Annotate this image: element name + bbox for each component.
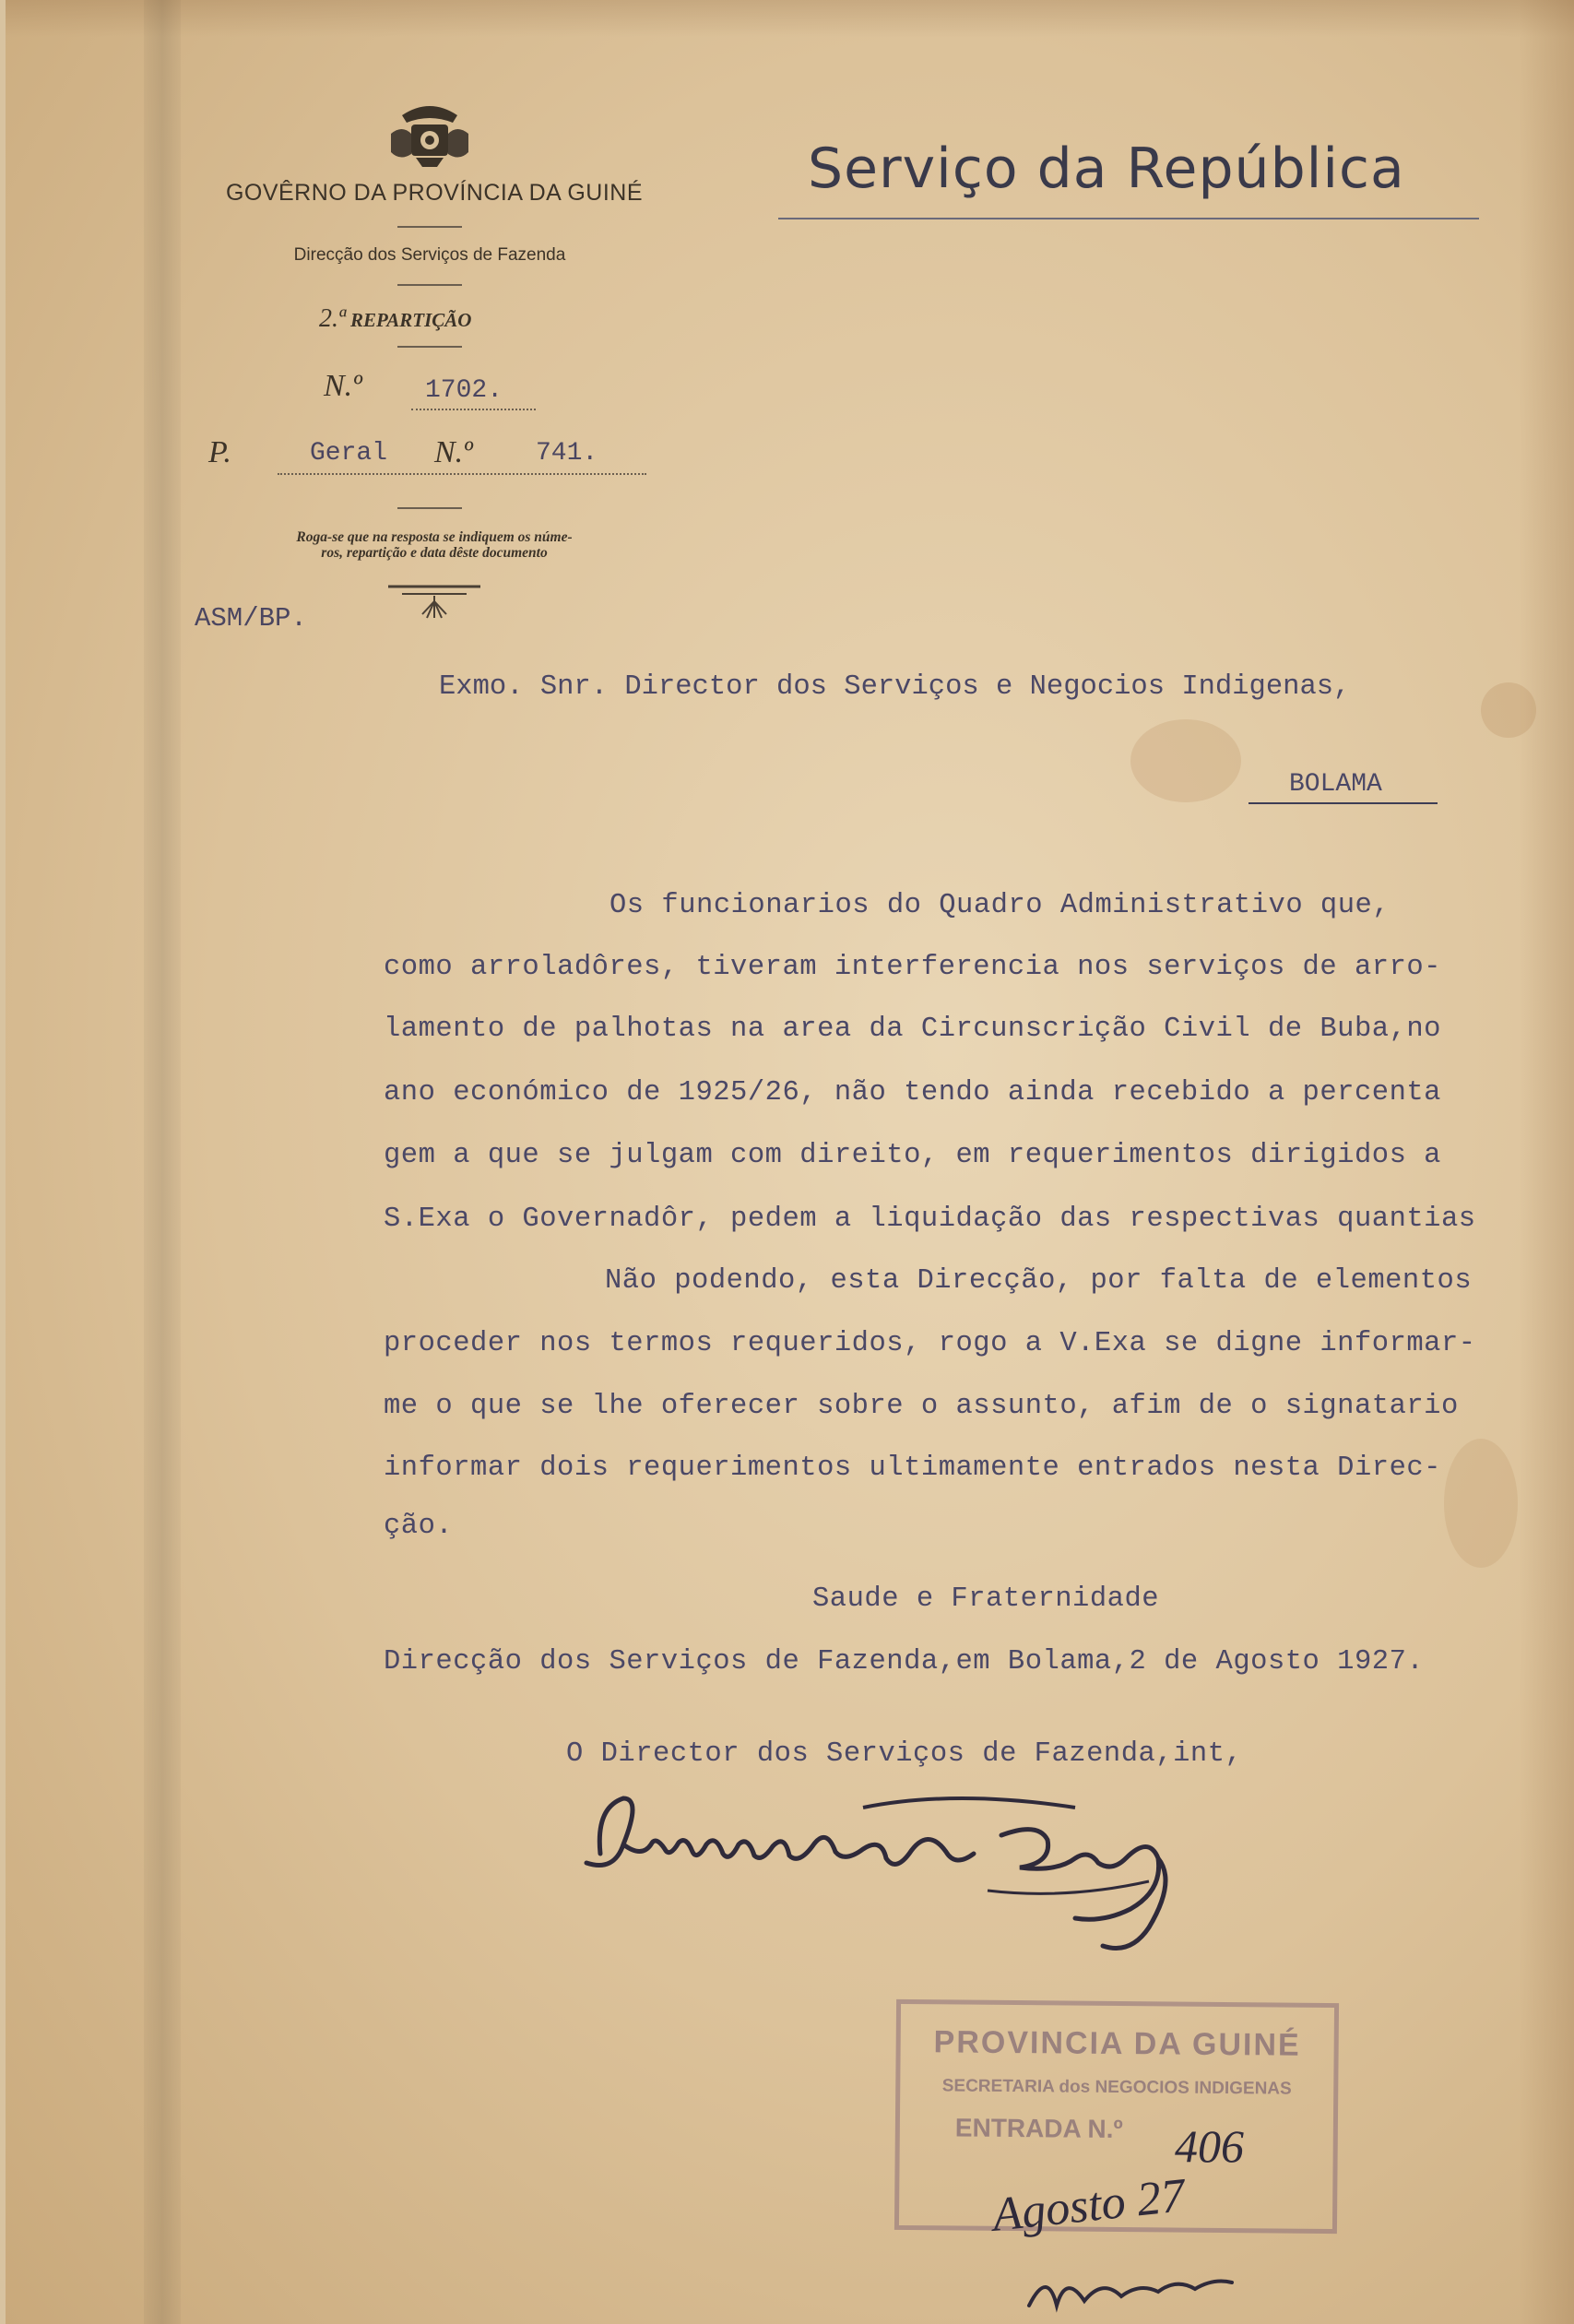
section-ordinal: 2.ª bbox=[319, 304, 346, 333]
body-line: ano económico de 1925/26, não tendo ainda recebido a percenta bbox=[384, 1077, 1441, 1109]
body-line: informar dois requerimentos ultimamente entrados nesta Direc- bbox=[384, 1452, 1441, 1484]
stamp-entry-label: ENTRADA N.º bbox=[954, 2113, 1123, 2144]
title-underline bbox=[778, 218, 1479, 219]
body-line: Não podendo, esta Direcção, por falta de elementos bbox=[605, 1265, 1473, 1297]
body-line: lamento de palhotas na area da Circunscrição Civil de Buba,no bbox=[384, 1014, 1441, 1045]
salutation: Saude e Fraternidade bbox=[812, 1583, 1160, 1615]
place-underline bbox=[1249, 802, 1438, 804]
body-line: gem a que se julgam com direito, em requerimentos dirigidos a bbox=[384, 1140, 1441, 1171]
coat-of-arms-icon bbox=[384, 97, 476, 171]
place-and-date: Direcção dos Serviços de Fazenda,em Bolama,2 de Agosto 1927. bbox=[384, 1646, 1425, 1678]
stamp-date: Agosto 27 bbox=[989, 2169, 1188, 2242]
signatory-title: O Director dos Serviços de Fazenda,int, bbox=[566, 1738, 1243, 1770]
dotted-rule bbox=[278, 473, 646, 475]
addressee-line: Exmo. Snr. Director dos Serviços e Negocios Indigenas, bbox=[439, 671, 1351, 703]
general-prefix: P. bbox=[208, 435, 231, 469]
stamp-initials bbox=[1020, 2250, 1296, 2324]
stamp-entry-number: 406 bbox=[1175, 2120, 1244, 2172]
reply-note-line: ros, repartição e data dêste documento bbox=[321, 545, 548, 561]
general-word: Geral bbox=[310, 439, 388, 468]
stain bbox=[1481, 682, 1536, 738]
section-label: REPARTIÇÃO bbox=[349, 309, 472, 331]
body-line: proceder nos termos requeridos, rogo a V.Exa se digne informar- bbox=[384, 1328, 1476, 1359]
body-line: me o que se lhe oferecer sobre o assunto, afim de o signatario bbox=[384, 1391, 1459, 1422]
general-number-value: 741. bbox=[536, 439, 598, 468]
body-line: como arroladôres, tiveram interferencia nos serviços de arro- bbox=[384, 952, 1441, 983]
addressee-place: BOLAMA bbox=[1289, 770, 1382, 799]
general-number bbox=[208, 435, 231, 470]
reply-note bbox=[204, 529, 665, 561]
paper-edge-shading bbox=[1519, 0, 1574, 2324]
body-line: S.Exa o Governadôr, pedem a liquidação das respectivas quantias bbox=[384, 1204, 1476, 1235]
divider bbox=[397, 346, 462, 348]
ornament-icon bbox=[384, 581, 485, 627]
reference-code: ASM/BP. bbox=[195, 603, 307, 634]
stamp-province: PROVINCIA DA GUINÉ bbox=[933, 2024, 1301, 2063]
paper-edge-shading bbox=[6, 0, 1574, 37]
body-line: Os funcionarios do Quadro Administrativo que, bbox=[609, 890, 1391, 921]
paper-fold bbox=[144, 0, 181, 2324]
stain bbox=[1444, 1439, 1518, 1568]
dotted-rule bbox=[411, 409, 536, 410]
document-number bbox=[324, 369, 362, 404]
divider bbox=[397, 226, 462, 228]
government-heading: GOVÊRNO DA PROVÍNCIA DA GUINÉ bbox=[225, 180, 644, 206]
divider bbox=[397, 284, 462, 286]
handwritten-signature bbox=[559, 1771, 1260, 1955]
reply-note-line: Roga-se que na resposta se indiquem os núme- bbox=[296, 529, 573, 545]
page-title: Serviço da República bbox=[808, 136, 1405, 201]
stamp-secretariat: SECRETARIA dos NEGOCIOS INDIGENAS bbox=[941, 2076, 1292, 2099]
divider bbox=[397, 507, 462, 509]
section-heading bbox=[319, 304, 471, 334]
stain bbox=[1130, 719, 1241, 802]
number-prefix: N.º bbox=[324, 369, 362, 403]
body-line: ção. bbox=[384, 1511, 454, 1542]
general-number-prefix: N.º bbox=[434, 435, 473, 469]
document-number-value: 1702. bbox=[425, 376, 503, 405]
directorate-heading: Direcção dos Serviços de Fazenda bbox=[293, 245, 566, 265]
